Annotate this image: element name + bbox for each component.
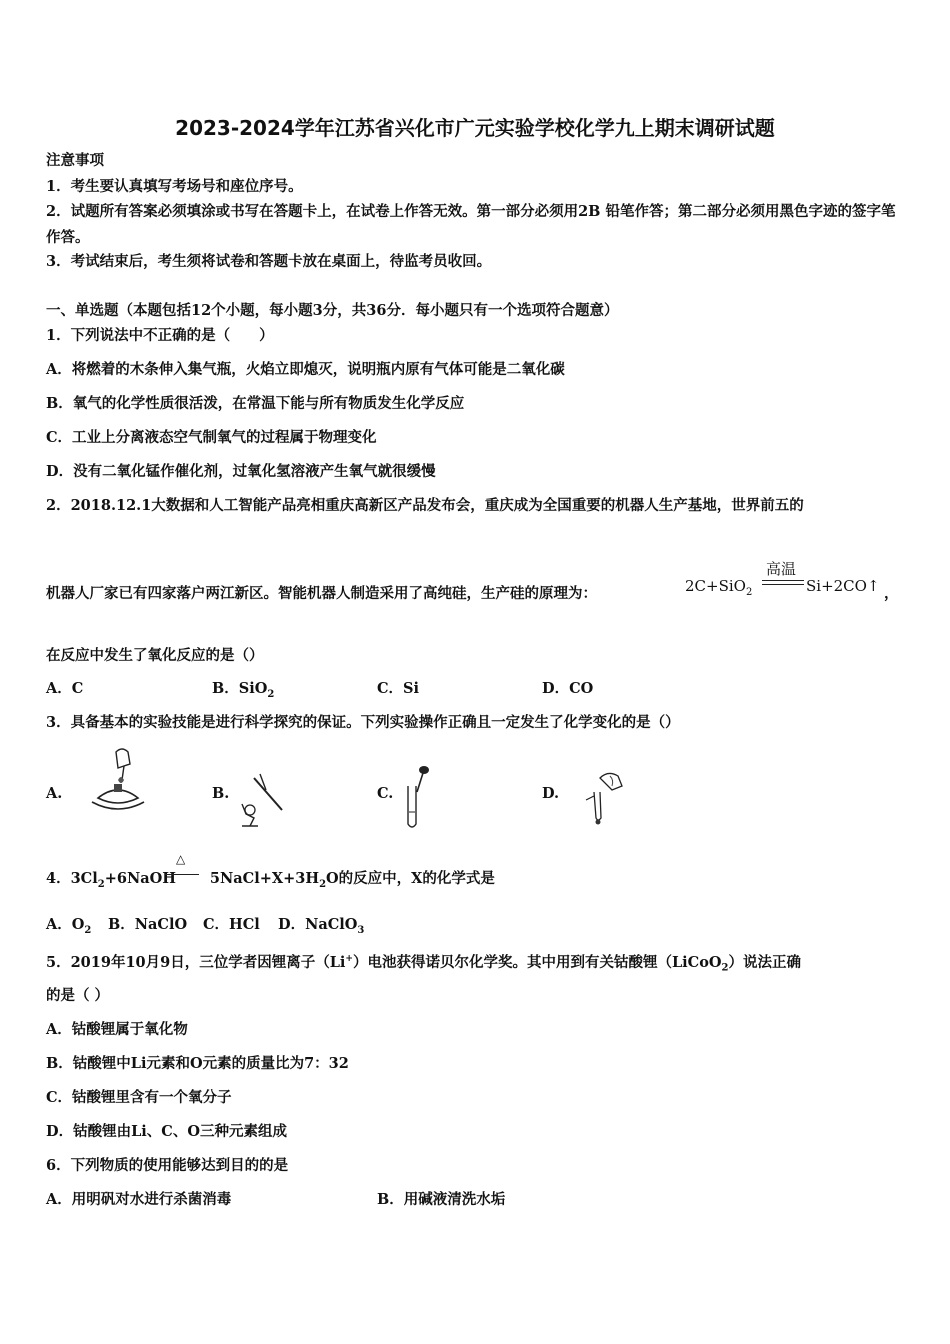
q4-condition-triangle: △ xyxy=(176,852,186,866)
q3-label-a: A. xyxy=(46,785,63,802)
q6-option-a: A．用明矾对水进行杀菌消毒 xyxy=(46,1191,232,1208)
q5-option-a: A．钴酸锂属于氧化物 xyxy=(46,1021,188,1038)
q1-option-c: C．工业上分离液态空气制氧气的过程属于物理变化 xyxy=(46,429,377,446)
q3-label-b: B. xyxy=(212,785,230,802)
q4-option-c: C．HCl xyxy=(203,916,260,933)
q3-stem: 3．具备基本的实验技能是进行科学探究的保证。下列实验操作正确且一定发生了化学变化的是（） xyxy=(46,714,680,731)
q2-stem-3: 在反应中发生了氧化反应的是（） xyxy=(46,647,264,664)
q2-equation-condition: 高温 xyxy=(766,560,797,578)
q3-figure-c-dropper-tube-icon xyxy=(400,764,436,832)
section-heading: 一、单选题（本题包括12个小题，每小题3分，共36分．每小题只有一个选项符合题意） xyxy=(46,302,619,319)
page-title: 2023-2024学年江苏省兴化市广元实验学校化学九上期末调研试题 xyxy=(175,116,775,140)
q1-option-d: D．没有二氧化锰作催化剂，过氧化氢溶液产生氧气就很缓慢 xyxy=(46,463,436,480)
q3-label-d: D. xyxy=(542,785,560,802)
q2-option-b: B．SiO$_2$ xyxy=(212,680,275,700)
q2-equation-bar xyxy=(762,580,804,581)
q5-stem-2: 的是（ ） xyxy=(46,987,110,1004)
notice-heading: 注意事项 xyxy=(46,152,104,169)
notice-item-2: 2．试题所有答案必须填涂或书写在答题卡上，在试卷上作答无效。第一部分必须用2B 铅笔作答；第二部分必须用黑色字迹的签字笔作答。 xyxy=(46,203,896,246)
q4-option-a: A．$O_2$ xyxy=(46,916,92,936)
q5-stem-1: 5．2019年10月9日，三位学者因锂离子（Li+）电池获得诺贝尔化学奖。其中用到有关钴酸锂（LiCoO$_2$）说法正确 xyxy=(46,953,801,974)
q3-figure-a-alcohol-lamp-icon xyxy=(88,746,148,818)
q2-option-c: C．Si xyxy=(377,680,420,697)
q5-option-d: D．钴酸锂由Li、C、O三种元素组成 xyxy=(46,1123,287,1140)
q2-comma: ， xyxy=(884,585,899,602)
q2-equation-bar-2 xyxy=(762,584,804,585)
q6-option-b: B．用碱液清洗水垢 xyxy=(377,1191,506,1208)
q4-stem: 4．$3Cl_2+6NaOH$ $5NaCl+X+3H_2O$的反应中，X的化学式是 xyxy=(46,870,495,890)
notice-item-3: 3．考试结束后，考生须将试卷和答题卡放在桌面上，待监考员收回。 xyxy=(46,253,492,270)
q5-option-c: C．钴酸锂里含有一个氧分子 xyxy=(46,1089,232,1106)
q2-equation-left: 2C+SiO$_2$ xyxy=(685,577,753,598)
q5-option-b: B．钴酸锂中Li元素和O元素的质量比为7：32 xyxy=(46,1055,349,1072)
q6-stem: 6．下列物质的使用能够达到目的的是 xyxy=(46,1157,289,1174)
q3-label-c: C. xyxy=(377,785,394,802)
q2-option-a: A．C xyxy=(46,680,84,697)
q1-stem: 1．下列说法中不正确的是（ ） xyxy=(46,327,274,344)
notice-item-1: 1．考生要认真填写考场号和座位序号。 xyxy=(46,178,303,195)
q4-equation-bar xyxy=(165,874,199,875)
q2-equation-right: Si+2CO↑ xyxy=(806,577,880,595)
q2-stem-2: 机器人厂家已有四家落户两江新区。智能机器人制造采用了高纯硅，生产硅的原理为： xyxy=(46,585,597,602)
q2-stem-1: 2．2018.12.1大数据和人工智能产品亮相重庆高新区产品发布会，重庆成为全国重要的机器人生产基地，世界前五的 xyxy=(46,497,804,514)
q4-option-b: B．NaClO xyxy=(108,916,188,933)
q1-option-a: A．将燃着的木条伸入集气瓶，火焰立即熄灭，说明瓶内原有气体可能是二氧化碳 xyxy=(46,361,565,378)
q1-option-b: B．氧气的化学性质很活泼，在常温下能与所有物质发生化学反应 xyxy=(46,395,465,412)
q2-option-d: D．CO xyxy=(542,680,594,697)
q4-option-d: D．NaClO$_3$ xyxy=(278,916,365,936)
q3-figure-b-heating-tube-icon xyxy=(236,770,288,828)
q3-figure-d-pouring-icon xyxy=(584,770,628,828)
